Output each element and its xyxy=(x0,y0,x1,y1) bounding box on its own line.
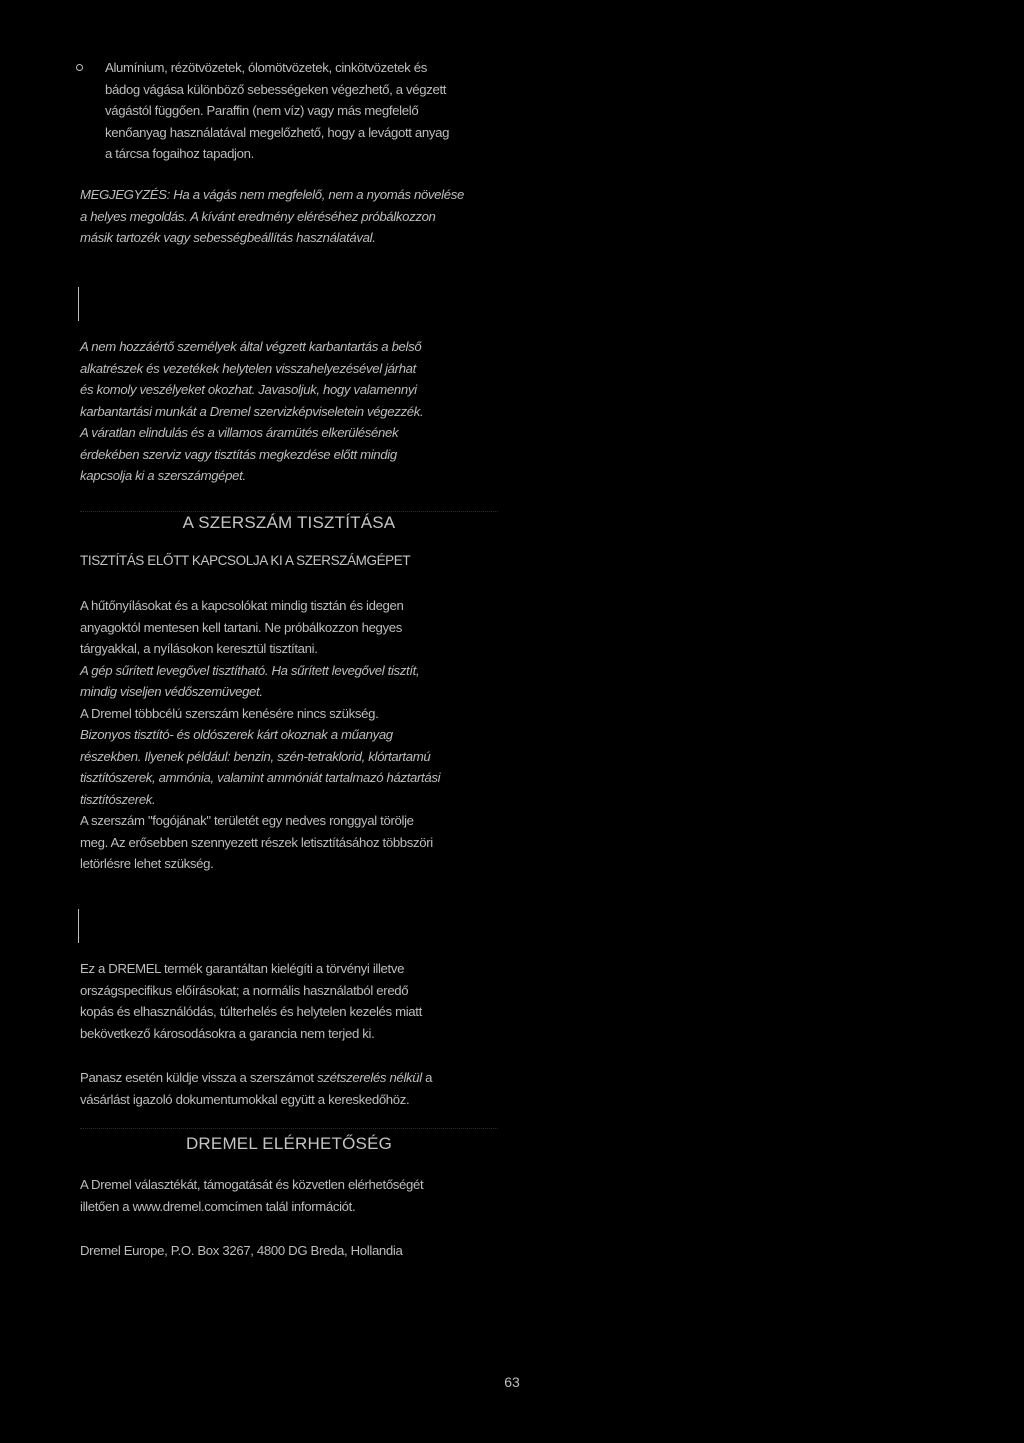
text-line: és komoly veszélyeket okozhat. Javasoljuk, hogy valamennyi xyxy=(80,382,417,397)
warranty-paragraph xyxy=(80,958,498,1044)
text-line: A váratlan elindulás és a villamos áramütés elkerülésének xyxy=(80,425,399,440)
text-line: A Dremel többcélú szerszám kenésére nincs szükség. xyxy=(80,705,379,721)
text-line: kopás és elhasználódás, túlterhelés és helytelen kezelés miatt xyxy=(80,1004,422,1019)
contact-address: Dremel Europe, P.O. Box 3267, 4800 DG Breda, Hollandia xyxy=(80,1243,403,1258)
cleaning-body xyxy=(80,595,498,875)
text-line: MEGJEGYZÉS: Ha a vágás nem megfelelő, nem a nyomás növelése xyxy=(80,187,464,202)
text-line: tisztítószerek. xyxy=(80,791,156,807)
text-line: bekövetkező károsodásokra a garancia nem terjed ki. xyxy=(80,1025,375,1041)
text-line: A szerszám "fogójának" területét egy nedves ronggyal törölje xyxy=(80,813,414,828)
text-line: A gép sűrített levegővel tisztítható. Ha sűrített levegővel tisztít, xyxy=(80,662,420,678)
text-line: a tárcsa fogaihoz tapadjon. xyxy=(105,146,254,161)
warning-marker-bar xyxy=(78,909,79,943)
maintenance-warning xyxy=(80,336,498,487)
contact-paragraph xyxy=(80,1174,498,1217)
text-line: A hűtőnyílásokat és a kapcsolókat mindig tisztán és idegen xyxy=(80,598,404,613)
text-line: A nem hozzáértő személyek által végzett karbantartás a belső xyxy=(80,339,422,354)
text-line: kapcsolja ki a szerszámgépet. xyxy=(80,468,246,483)
text-line: érdekében szerviz vagy tisztítás megkezdése előtt mindig xyxy=(80,446,397,462)
text-run: a xyxy=(421,1070,433,1085)
text-line: országspecifikus előírásokat; a normális használatból eredő xyxy=(80,982,409,998)
text-line: bádog vágása különböző sebességeken végezhető, a végzett xyxy=(105,81,447,97)
text-line: tárgyakkal, a nyílásokon keresztül tisztítani. xyxy=(80,641,318,656)
section-divider xyxy=(80,511,498,512)
text-line: alkatrészek és vezetékek helytelen visszahelyezésével járhat xyxy=(80,360,416,376)
text-line: Bizonyos tisztító- és oldószerek kárt okoznak a műanyag xyxy=(80,727,393,742)
warning-marker-bar xyxy=(78,287,79,321)
text-line: a helyes megoldás. A kívánt eredmény eléréséhez próbálkozzon xyxy=(80,208,436,224)
emphasis-text: szétszerelés nélkül xyxy=(317,1070,422,1085)
note-paragraph xyxy=(80,184,498,249)
text-run: Panasz esetén küldje vissza a szerszámot xyxy=(80,1070,318,1085)
text-line: anyagoktól mentesen kell tartani. Ne próbálkozzon hegyes xyxy=(80,619,403,635)
text-line: mindig viseljen védőszemüveget. xyxy=(80,684,263,699)
bullet-item xyxy=(80,57,498,165)
warranty-return-paragraph xyxy=(80,1067,498,1110)
text-line xyxy=(80,1089,498,1111)
text-line: karbantartási munkát a Dremel szervizképviseletein végezzék. xyxy=(80,403,424,419)
cleaning-subheading: TISZTÍTÁS ELŐTT KAPCSOLJA KI A SZERSZÁMGÉPET xyxy=(80,553,411,568)
text-line: tisztítószerek, ammónia, valamint ammóniát tartalmazó háztartási xyxy=(80,770,441,785)
text-line: Alumínium, rézötvözetek, ólomötvözetek, cinkötvözetek és xyxy=(105,60,427,75)
cleaning-heading: A SZERSZÁM TISZTÍTÁSA xyxy=(182,513,396,532)
text-run: vásárlást igazoló dokumentumokkal együtt a kereskedőhöz. xyxy=(80,1091,410,1107)
text-line: másik tartozék vagy sebességbeállítás használatával. xyxy=(80,230,376,245)
text-line: illetően a www.dremel.comcímen talál információt. xyxy=(80,1198,356,1214)
text-line xyxy=(80,1067,498,1089)
text-line: vágástól függően. Paraffin (nem víz) vagy más megfelelő xyxy=(105,103,419,118)
bullet-dot-icon xyxy=(76,64,83,71)
text-line: részekben. Ilyenek például: benzin, szén-tetraklorid, klórtartamú xyxy=(80,748,431,764)
text-line: meg. Az erősebben szennyezett részek letisztításához többszöri xyxy=(80,834,433,850)
section-divider xyxy=(80,1128,498,1129)
page-number: 63 xyxy=(504,1374,520,1390)
text-line: Ez a DREMEL termék garantáltan kielégíti a törvényi illetve xyxy=(80,961,405,976)
text-line: letörlésre lehet szükség. xyxy=(80,856,214,871)
contact-heading: DREMEL ELÉRHETŐSÉG xyxy=(185,1134,393,1153)
text-line: A Dremel választékát, támogatását és közvetlen elérhetőségét xyxy=(80,1177,424,1192)
text-line: kenőanyag használatával megelőzhető, hogy a levágott anyag xyxy=(105,124,450,140)
bullet-paragraph xyxy=(105,57,498,165)
